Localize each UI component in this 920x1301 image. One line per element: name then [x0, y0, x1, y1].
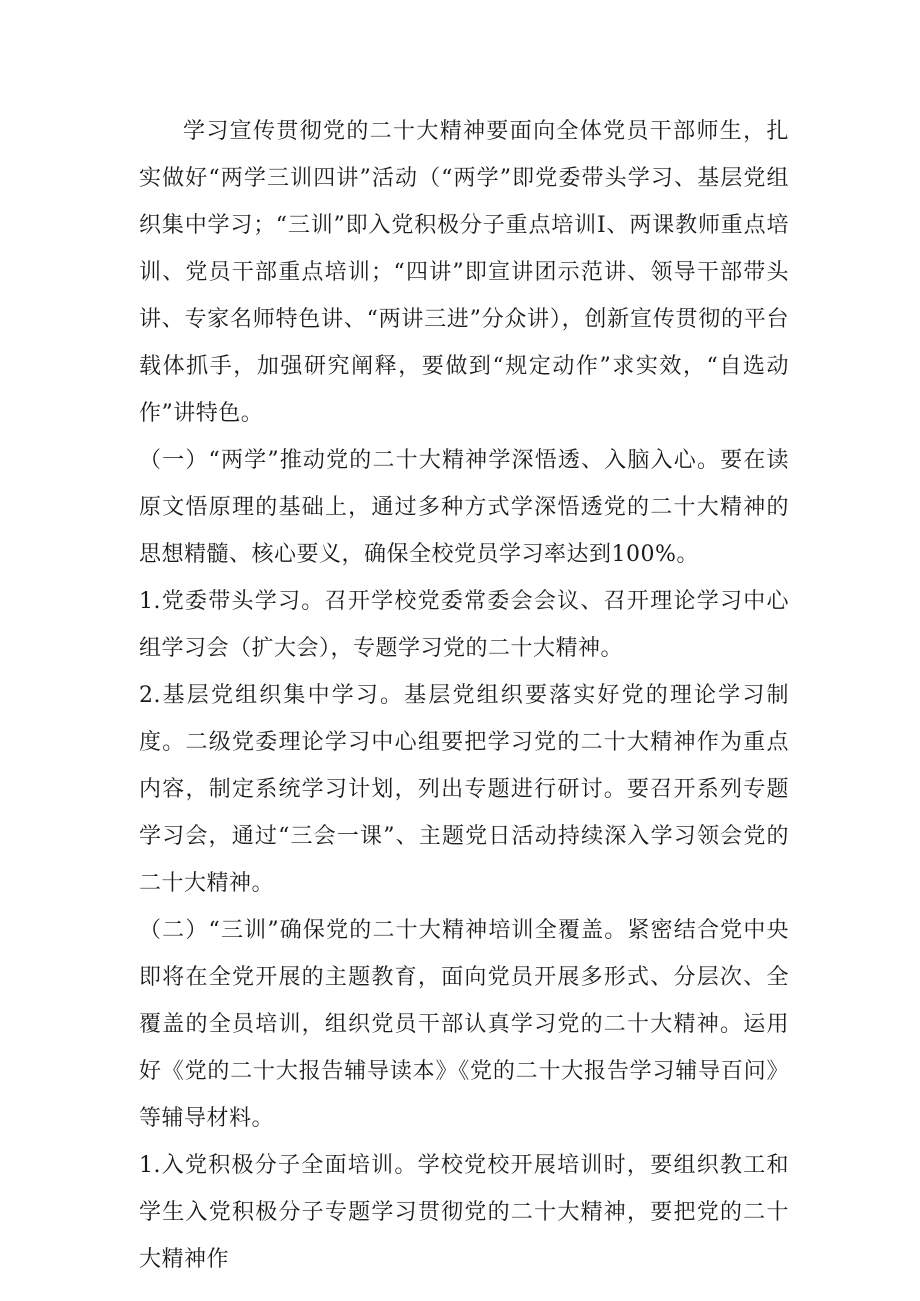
paragraph-intro: 学习宣传贯彻党的二十大精神要面向全体党员干部师生，扎实做好“两学三训四讲”活动（“两学”即党委带头学习、基层党组织集中学习；“三训”即入党积极分子重点培训I、两课教师重点培训、党员干部重点培训；“四讲”即宣讲团示范讲、领导干部带头讲、专家名师特色讲、“两讲三进”分众讲），创新宣传贯彻的平台载体抓手，加强研究阐释，要做到“规定动作”求实效，“自选动作”讲特色。: [139, 119, 789, 426]
paragraph-item-1-training: 1.入党积极分子全面培训。学校党校开展培训时，要组织教工和学生入党积极分子专题学习贯彻党的二十大精神，要把党的二十大精神作: [139, 1153, 789, 1272]
paragraph-item-2: 2.基层党组织集中学习。基层党组织要落实好党的理论学习制度。二级党委理论学习中心组要把学习党的二十大精神作为重点内容，制定系统学习计划，列出专题进行研讨。要召开系列专题学习会，通过“三会一课”、主题党日活动持续深入学习领会党的二十大精神。: [139, 683, 789, 896]
document-body: [139, 108, 789, 1283]
paragraph-section-two-heading: （二）“三训”确保党的二十大精神培训全覆盖。紧密结合党中央即将在全党开展的主题教育，面向党员开展多形式、分层次、全覆盖的全员培训，组织党员干部认真学习党的二十大精神。运用好《党的二十大报告辅导读本》《党的二十大报告学习辅导百问》等辅导材料。: [139, 918, 789, 1131]
paragraph-item-1: 1.党委带头学习。召开学校党委常委会会议、召开理论学习中心组学习会（扩大会），专题学习党的二十大精神。: [139, 589, 789, 661]
paragraph-section-one-heading: （一）“两学”推动党的二十大精神学深悟透、入脑入心。要在读原文悟原理的基础上，通过多种方式学深悟透党的二十大精神的思想精髓、核心要义，确保全校党员学习率达到100%。: [139, 448, 789, 567]
